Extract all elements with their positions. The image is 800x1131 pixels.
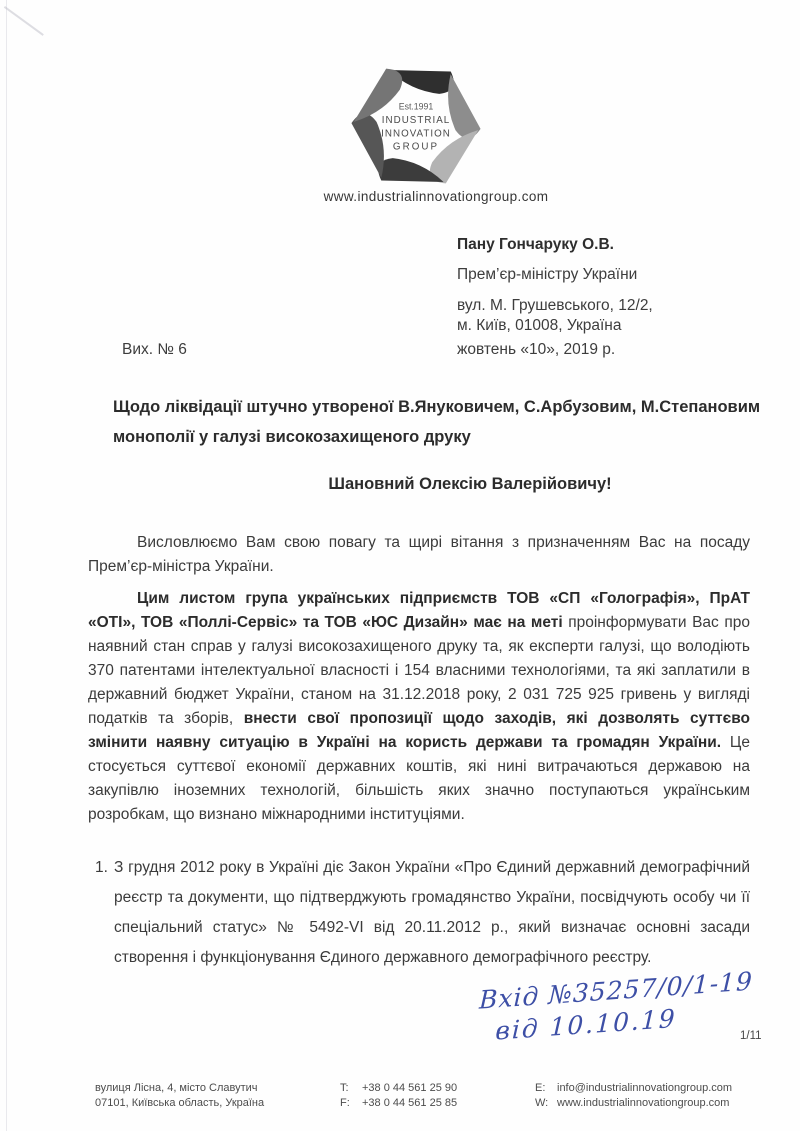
web-value: www.industrialinnovationgroup.com	[557, 1097, 730, 1109]
reference-number: Вих. № 6	[122, 341, 187, 358]
email-value: info@industrialinnovationgroup.com	[557, 1082, 733, 1094]
logo-name-line2: INNOVATION	[381, 128, 451, 140]
list-item-1	[95, 853, 750, 973]
web-label: W:	[535, 1097, 549, 1109]
subject-line: Щодо ліквідації штучно утвореної В.Януковичем, С.Арбузовим, М.Степановим монополії у галузі високозахищеного друку	[113, 398, 761, 446]
recipient-address-line2: м. Київ, 01008, Україна	[457, 317, 622, 334]
letter-date: жовтень «10», 2019 р.	[457, 341, 616, 358]
handwritten-incoming-number: Вхід №35257/0/1-19	[478, 966, 754, 1015]
footer-fax	[340, 1096, 457, 1111]
paragraph-greeting: Висловлюємо Вам свою повагу та щирі вітання з призначенням Вас на посаду Прем’єр-міністра України.	[88, 534, 750, 575]
logo-name-line3: GROUP	[392, 141, 440, 153]
scan-corner-mark	[4, 6, 44, 36]
page-number: 1/11	[740, 1030, 762, 1042]
footer-address-line1: вулиця Лісна, 4, місто Славутич	[95, 1082, 258, 1094]
recipient-title: Прем’єр-міністру України	[457, 266, 638, 283]
handwritten-date: від 10.10.19	[494, 1003, 678, 1046]
footer-website	[535, 1096, 729, 1111]
salutation: Шановний Олексію Валерійовичу!	[328, 475, 612, 493]
fax-label: F:	[340, 1097, 350, 1109]
paragraph-main: Цим листом група українських підприємств ТОВ «СП «Голографія», ПрАТ «ОТІ», ТОВ «Поллі-Сервіс» та ТОВ «ЮС Дизайн» має на меті проінформувати Вас про наявний стан справ у галузі високозахищеного друку та, як експерти галузі, що володіють 370 патентами інтелектуальної власності і 154 власними технологіями, та які заплатили в державний бюджет України, станом на 31.12.2018 року, 2 031 725 925 гривень у вигляді податків та зборів, внести свої пропозиції щодо заходів, які дозволять суттєво змінити наявну ситуацію в Україні на користь держави та громадян України. Це стосується суттєвої економії державних коштів, які нині витрачаються державою на закупівлю іноземних технологій, більшість яких значно поступаються українським розробкам, що визнано міжнародними інституціями.	[88, 590, 751, 823]
email-label: E:	[535, 1082, 546, 1094]
footer-email	[535, 1081, 732, 1096]
footer-address-line2: 07101, Київська область, Україна	[95, 1097, 265, 1109]
company-logo	[350, 60, 482, 192]
recipient-name: Пану Гончаруку О.В.	[457, 236, 614, 253]
logo-est-text: Est.1991	[398, 101, 434, 112]
list-item-text: З грудня 2012 року в Україні діє Закон України «Про Єдиний державний демографічний реєстр та документи, що підтверджують громадянство України, посвідчують особу чи її спеціальний статус» № 5492-VI від 20.11.2012 р., який визначає основні засади створення і функціонування Єдиного державного демографічного реєстру.	[114, 859, 750, 966]
list-item-number: 1.	[95, 859, 108, 876]
fax-value: +38 0 44 561 25 85	[362, 1097, 458, 1109]
footer-phone	[340, 1081, 457, 1096]
phone-label: T:	[340, 1082, 349, 1094]
handwritten-registration-note	[478, 967, 756, 1047]
company-website-text: www.industrialinnovationgroup.com	[323, 189, 549, 204]
pinwheel-logo-icon	[350, 60, 482, 192]
scan-edge-artifact	[6, 0, 7, 1131]
phone-value: +38 0 44 561 25 90	[362, 1082, 458, 1094]
recipient-address-line1: вул. М. Грушевського, 12/2,	[457, 297, 653, 314]
logo-name-line1: INDUSTRIAL	[381, 114, 451, 126]
